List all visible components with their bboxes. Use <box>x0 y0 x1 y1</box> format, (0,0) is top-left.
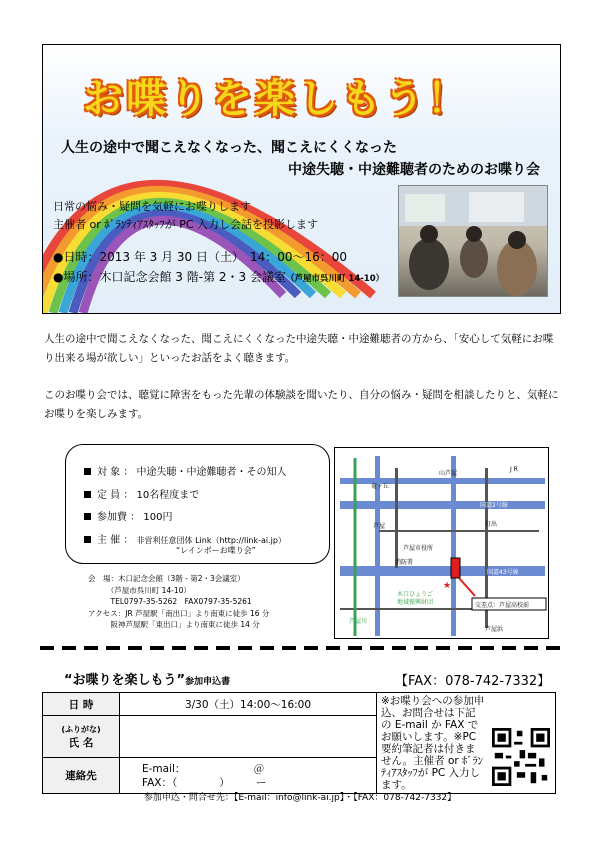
date-label: 日 時 <box>43 693 120 716</box>
info-organizer: 主 催 ： 非営利任意団体 Link（http://link-ai.jp） <box>84 531 286 546</box>
header-banner <box>42 44 561 314</box>
map-label-route2: 国道2号線 <box>480 502 508 509</box>
map-label-kiguchi2: 地域振興財団 <box>397 599 434 606</box>
contact-label: 連絡先 <box>43 758 120 794</box>
venue-info: 会 場：木口記念会館（3階 ‐ 第2・3会議室） （芦屋市呉川町 14‐10） TEL0797‐35‐5262 FAX0797‐35‐5261 アクセス：JR 芦屋駅「南出口」より南東に徒歩 16 分 阪神芦屋駅「東出口」より南東に徒歩 14 分 <box>88 574 270 629</box>
form-title: “お喋りを楽しもう”参加申込書 <box>64 673 231 688</box>
qr-code-icon <box>492 728 550 786</box>
info-target: 対 象 ： 中途失聴・中途難聴者・その知人 <box>84 463 287 478</box>
date-value: 3/30（土）14:00～16:00 <box>120 693 377 716</box>
fax-field[interactable]: FAX：（ ） ー <box>142 776 267 789</box>
map-label-shiyakusho: 芦屋市役所 <box>403 545 434 552</box>
map-label-jr: J R <box>510 466 518 473</box>
subtitle-line-1: 人生の途中で聞こえなくなった、聞こえにくくなった <box>61 140 397 156</box>
contact-field[interactable] <box>120 758 377 794</box>
map-label-fire: 消防署 <box>395 559 414 566</box>
form-note: ※お喋り会への参加申込、お問合せは下記の E‐mail か FAX でお願いします。※PC 要約筆記者は付きません。主催者 or ﾎﾞﾗﾝﾃｨｱｽﾀｯﾌが PC 入力します。 <box>377 693 556 794</box>
event-place-name: ●場所：木口記念会館 3 階‐第 2・3 会議室 <box>53 270 286 284</box>
map-label-route43: 国道43号線 <box>487 569 519 576</box>
access-map <box>334 447 549 639</box>
info-capacity: 定 員 ： 10名程度まで <box>84 486 199 501</box>
map-label-river: 芦屋川 <box>349 618 368 625</box>
subtitle-line-2: 中途失聴・中途難聴者のためのお喋り会 <box>288 162 540 178</box>
intro-paragraph-2: このお喋り会では、聴覚に障害をもった先輩の体験談を聞いたり、自分の悩み・疑問を相談したりと、気軽にお喋りを楽しみます。 <box>44 389 559 420</box>
event-place-address: （芦屋市呉川町 14‐10） <box>285 274 385 284</box>
map-label-kiguchi: 木口ひょうご <box>397 591 434 598</box>
page-title: お喋りを楽しもう！ <box>83 76 470 122</box>
email-field[interactable]: E‐mail： ＠ <box>142 762 265 775</box>
name-label: (ふりがな) 氏 名 <box>43 716 120 758</box>
footer-contact: 参加申込・問合せ先：【E‐mail：info@link‐ai.jp】・【FAX：078‐742‐7332】 <box>143 793 457 803</box>
name-field[interactable] <box>120 716 377 758</box>
map-label-sanyo: 山芦屋 <box>439 470 458 477</box>
map-label-crossing: 交差点：芦屋高校前 <box>475 602 530 609</box>
map-label-ryugawa: 竜ヶ丘 <box>371 483 390 490</box>
cut-line <box>40 645 560 651</box>
event-date: ●日時：2013 年 3 月 30 日（土） 14：00～16：00 <box>53 250 348 264</box>
map-label-right1: 打出 <box>485 521 498 528</box>
info-box <box>65 444 330 564</box>
svg-text:★: ★ <box>443 581 452 591</box>
map-label-ashiya: 芦屋 <box>373 523 386 530</box>
map-label-right2: 芦屋浜 <box>485 626 504 633</box>
application-form <box>42 692 556 794</box>
header-desc-2: 主催者 or ﾎﾞﾗﾝﾃｨｱｽﾀｯﾌが PC 入力し会話を投影します <box>53 218 319 231</box>
meeting-photo <box>398 185 548 297</box>
info-fee: 参加費 ： 100円 <box>84 508 172 523</box>
intro-paragraph-1: 人生の途中で聞こえなくなった、聞こえにくくなった中途失聴・中途難聴者の方から、「安心して気軽にお喋り出来る場が欲しい」といったお話をよく聴きます。 <box>44 333 554 364</box>
form-fax: 【FAX：078‐742‐7332】 <box>395 674 551 689</box>
event-place <box>53 268 384 285</box>
organizer-name: 非営利任意団体 Link（http://link-ai.jp） <box>136 536 286 545</box>
organizer-sub: “レインボーお喋り会” <box>176 546 256 555</box>
header-desc-1: 日常の悩み・疑問を気軽にお喋りします <box>53 200 251 213</box>
